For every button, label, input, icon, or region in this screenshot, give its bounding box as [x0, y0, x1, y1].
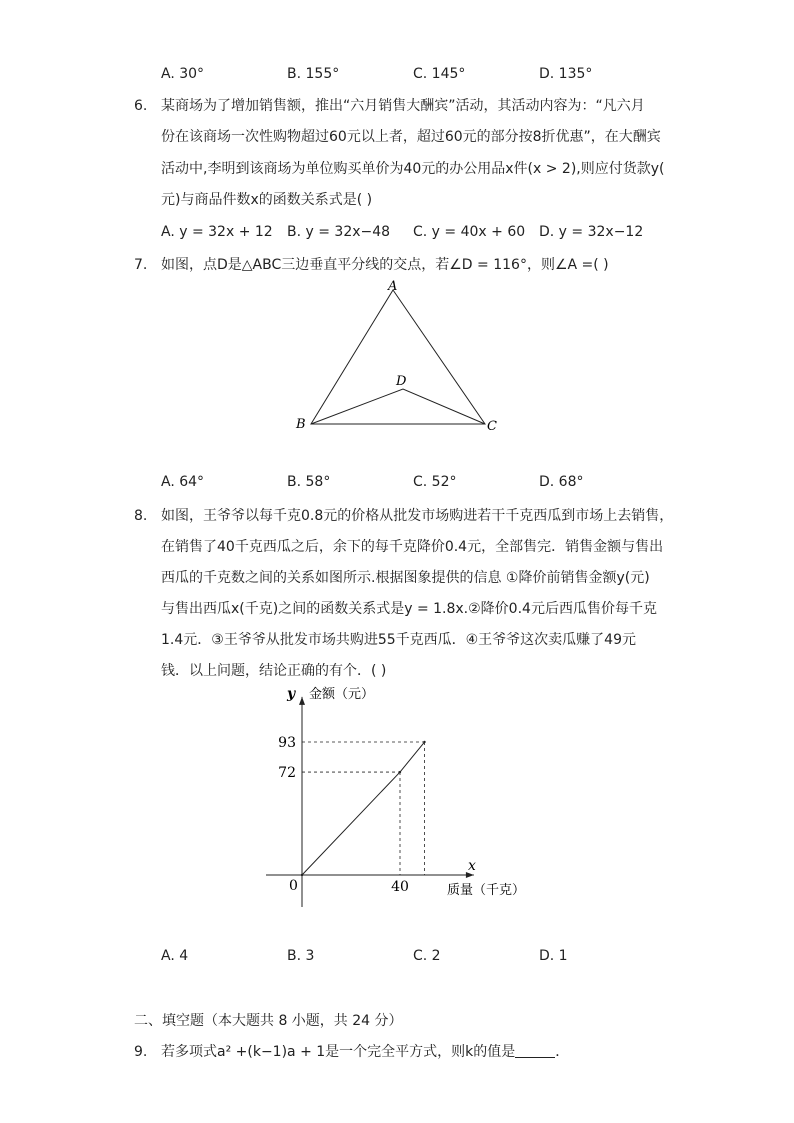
chart-axes	[266, 697, 474, 907]
q6-line-3: 活动中,李明到该商场为单位购买单价为40元的办公用品x件(x > 2),则应付货款y(	[161, 161, 665, 177]
q6-option-c: C. y = 40x + 60	[413, 224, 526, 240]
q8-line-4: 与售出西瓜x(千克)之间的函数关系式是y = 1.8x.②降价0.4元后西瓜售价每千克	[161, 601, 657, 617]
q9-number: 9.	[134, 1044, 148, 1060]
q9-end: ．	[555, 1044, 570, 1060]
y-axis-arrow	[299, 697, 305, 705]
q9-stem-row	[161, 1042, 569, 1062]
chart-labels	[278, 686, 525, 898]
y-axis-letter: y	[287, 686, 296, 702]
data-point-50	[423, 741, 425, 743]
triangle-figure	[280, 275, 510, 440]
label-b: B	[296, 417, 306, 432]
q6-line-2: 份在该商场一次性购物超过60元以上者，超过60元的部分按8折优惠”，在大酬宾	[161, 129, 661, 145]
x-tick-label-40: 40	[391, 879, 409, 895]
chart-series	[301, 741, 426, 876]
label-a: A	[388, 279, 398, 294]
data-point-0	[301, 874, 303, 876]
label-d: D	[396, 374, 407, 389]
q8-line-1: 如图，王爷爷以每千克0.8元的价格从批发市场购进若干千克西瓜到市场上去销售，	[161, 508, 674, 524]
sales-line	[302, 742, 425, 875]
triangle-abc	[311, 290, 485, 424]
q8-line-3: 西瓜的千克数之间的关系如图所示.根据图象提供的信息 ①降价前销售金额y(元)	[161, 570, 650, 586]
section-title: 二、填空题（本大题共 8 小题，共 24 分）	[134, 1013, 403, 1029]
x-axis-letter: x	[468, 858, 476, 874]
q5-option-a: A. 30°	[161, 66, 205, 82]
q5-option-c: C. 145°	[413, 66, 466, 82]
q7-option-c: C. 52°	[413, 474, 457, 490]
q5-option-d: D. 135°	[539, 66, 593, 82]
label-c: C	[487, 419, 497, 434]
q6-line-4: 元)与商品件数x的函数关系式是( )	[161, 192, 373, 208]
q8-option-d: D. 1	[539, 948, 568, 964]
q7-number: 7.	[134, 257, 148, 273]
q6-option-b: B. y = 32x−48	[287, 224, 391, 240]
x-axis-label: 质量（千克）	[447, 883, 526, 898]
answer-blank[interactable]	[515, 1043, 555, 1058]
q6-option-a: A. y = 32x + 12	[161, 224, 273, 240]
y-tick-label-93: 93	[278, 735, 296, 752]
y-tick-label-72: 72	[278, 765, 296, 782]
q7-option-a: A. 64°	[161, 474, 205, 490]
q6-line-1: 某商场为了增加销售额，推出“六月销售大酬宾”活动，其活动内容为：“凡六月	[161, 98, 645, 114]
q7-option-d: D. 68°	[539, 474, 584, 490]
q8-line-5: 1.4元．③王爷爷从批发市场共购进55千克西瓜．④王爷爷这次卖瓜赚了49元	[161, 632, 636, 648]
origin-label: 0	[289, 878, 298, 894]
q8-number: 8.	[134, 508, 148, 524]
y-axis-label: 金额（元）	[309, 687, 375, 702]
q6-option-d: D. y = 32x−12	[539, 224, 644, 240]
segments-bdc	[311, 389, 485, 424]
q8-option-c: C. 2	[413, 948, 441, 964]
q8-option-a: A. 4	[161, 948, 189, 964]
q8-option-b: B. 3	[287, 948, 315, 964]
q7-option-b: B. 58°	[287, 474, 331, 490]
q5-option-b: B. 155°	[287, 66, 340, 82]
sales-graph	[255, 680, 555, 915]
q6-number: 6.	[134, 98, 148, 114]
q7-stem: 如图，点D是△ABC三边垂直平分线的交点，若∠D = 116°，则∠A =( )	[161, 257, 609, 273]
q8-line-6: 钱．以上问题，结论正确的有个．( )	[161, 663, 387, 679]
q8-line-2: 在销售了40千克西瓜之后，余下的每千克降价0.4元，全部售完．销售金额与售出	[161, 539, 664, 555]
q9-stem: 若多项式a² +(k−1)a + 1是一个完全平方式，则k的值是	[161, 1044, 516, 1060]
data-point-40	[399, 771, 401, 773]
